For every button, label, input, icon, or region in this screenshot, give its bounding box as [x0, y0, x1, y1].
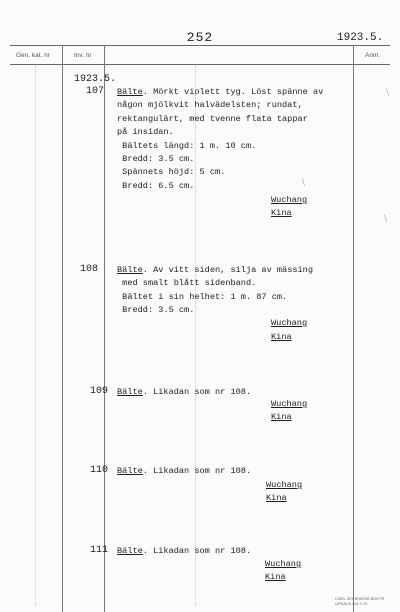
- entry-description: [117, 545, 352, 558]
- inventory-number: 110: [90, 465, 109, 476]
- entry-description: [117, 86, 352, 193]
- entry-text: . Mörkt violett tyg. Löst spänne av någon mjölkvit halvädelsten; rundat, rektangulärt, med tvenne flata tappar på insidan. Bältets längd: 1 m. 10 cm. Bredd: 3.5 cm. Spännets höjd: 5 cm. Bredd: 6.5 cm.: [117, 87, 324, 191]
- column-header-gen-kat: Gen. kat. nr: [16, 52, 50, 59]
- inventory-number: 109: [90, 386, 109, 397]
- entry-country: Kina: [265, 572, 286, 582]
- entry-keyword: Bälte: [117, 387, 143, 397]
- pencil-mark: \: [386, 88, 390, 98]
- faint-dotted-guide-left: [35, 66, 36, 606]
- pencil-mark: \: [384, 214, 388, 224]
- inventory-number: 107: [86, 86, 105, 97]
- entry-description: [117, 465, 352, 478]
- entry-place: Wuchang: [265, 559, 302, 569]
- pencil-mark: \: [302, 178, 306, 188]
- section-year: 1923.5.: [74, 74, 117, 85]
- entry-country: Kina: [271, 208, 292, 218]
- entry-place: Wuchang: [266, 480, 303, 490]
- entry-country: Kina: [271, 332, 292, 342]
- column-divider-inv: [104, 45, 105, 612]
- entry-keyword: Bälte: [117, 466, 143, 476]
- header-year: 1923.5.: [337, 32, 384, 44]
- page-number: 252: [186, 30, 214, 45]
- entry-place: Wuchang: [271, 399, 308, 409]
- column-divider-anm: [353, 45, 354, 612]
- entry-text: . Av vitt siden, silja av mässing med smalt blått sidenband. Bältet i sin helhet: 1 m. 87 cm. Bredd: 3.5 cm.: [122, 265, 313, 316]
- entry-text: . Likadan som nr 108.: [142, 546, 252, 556]
- inventory-number: 111: [90, 545, 109, 556]
- entry-keyword: Bälte: [117, 265, 143, 275]
- printer-imprint: CARL ZEIHRSENS BOKTR. UPSALA 444 9 70: [335, 596, 386, 606]
- entry-country: Kina: [271, 412, 292, 422]
- header-top-rule: [10, 45, 390, 46]
- column-header-inv: Inv. nr: [74, 52, 92, 59]
- header-bottom-rule: [10, 64, 390, 65]
- entry-keyword: Bälte: [117, 546, 143, 556]
- column-header-anm: Anm.: [365, 52, 381, 59]
- entry-text: . Likadan som nr 108.: [142, 466, 252, 476]
- entry-keyword: Bälte: [117, 87, 143, 97]
- entry-place: Wuchang: [271, 195, 308, 205]
- entry-country: Kina: [266, 493, 287, 503]
- entry-place: Wuchang: [271, 318, 308, 328]
- column-divider-left: [62, 45, 63, 612]
- inventory-number: 108: [80, 264, 99, 275]
- entry-description: [117, 264, 352, 318]
- entry-text: . Likadan som nr 108.: [142, 387, 252, 397]
